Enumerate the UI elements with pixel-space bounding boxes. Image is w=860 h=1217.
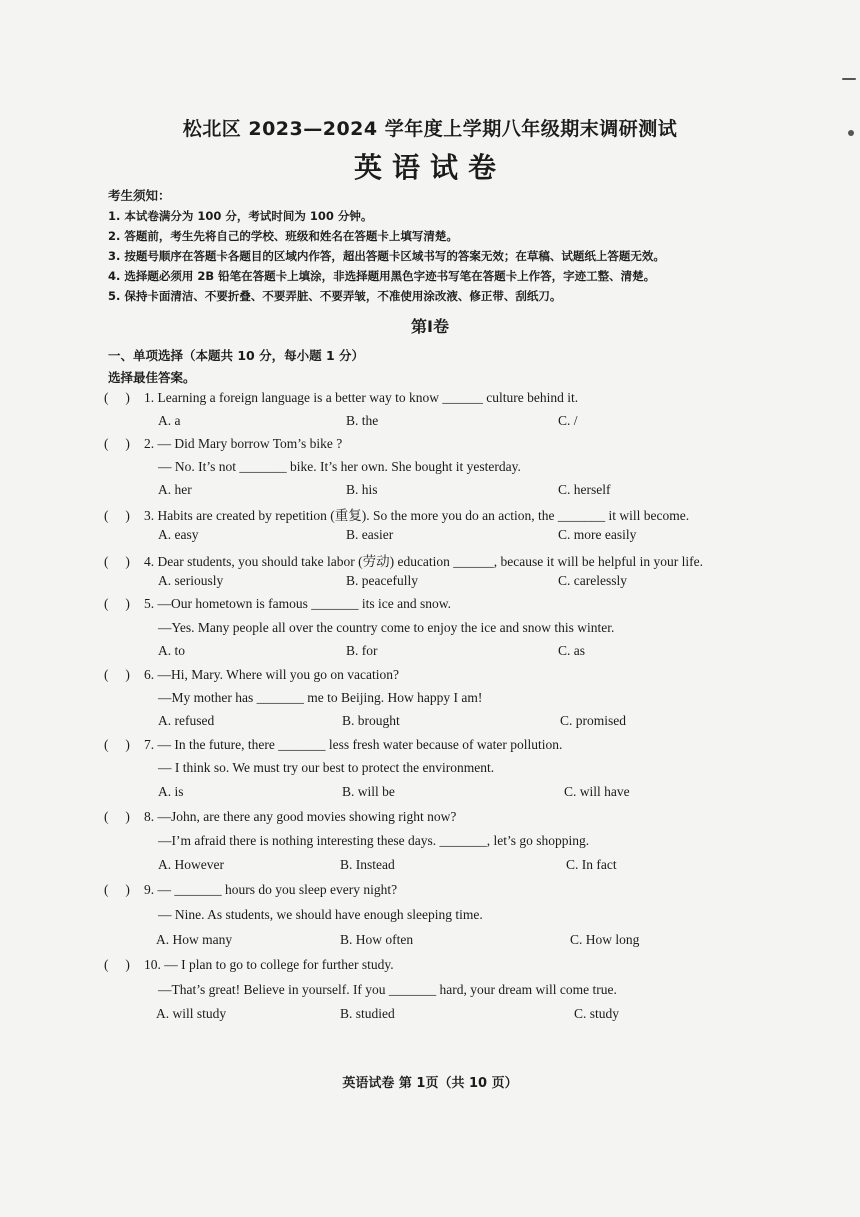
option-a: A. How many [156, 932, 233, 947]
question-stem: ( ) 4. Dear students, you should take labor (劳动) education ______, because it will be helpful in your life. [104, 554, 703, 569]
option-c: C. more easily [558, 527, 637, 542]
option-b: B. easier [346, 527, 394, 542]
question-line: — I think so. We must try our best to protect the environment. [158, 760, 495, 775]
section-instruction: 选择最佳答案。 [108, 370, 196, 385]
option-b: B. peacefully [346, 573, 418, 588]
question-stem: ( ) 10. — I plan to go to college for further study. [104, 957, 394, 972]
option-c: C. study [574, 1006, 620, 1021]
option-c: C. herself [558, 482, 611, 497]
page-footer: 英语试卷 第 1页（共 10 页） [342, 1076, 518, 1091]
option-b: B. the [346, 413, 379, 428]
question-stem: ( ) 3. Habits are created by repetition (重复). So the more you do an action, the _______ it will become. [104, 508, 690, 523]
section-title: 一、单项选择（本题共 10 分，每小题 1 分） [108, 348, 365, 363]
option-a: A. a [158, 413, 181, 428]
question-line: —That’s great! Believe in yourself. If you _______ hard, your dream will come true. [158, 982, 617, 997]
option-b: B. will be [342, 784, 395, 799]
option-a: A. easy [158, 527, 199, 542]
question-stem: ( ) 7. — In the future, there _______ less fresh water because of water pollution. [104, 737, 563, 752]
scan-mark [842, 78, 856, 80]
question-line: — No. It’s not _______ bike. It’s her own. She bought it yesterday. [158, 459, 521, 474]
scan-mark [848, 130, 854, 136]
notice-item: 2. 答题前，考生先将自己的学校、班级和姓名在答题卡上填写清楚。 [108, 229, 458, 243]
question-stem: ( ) 9. — _______ hours do you sleep every night? [104, 882, 398, 897]
option-c: C. promised [560, 713, 626, 728]
exam-title: 松北区 2023—2024 学年度上学期八年级期末调研测试 [182, 118, 678, 140]
question-stem: ( ) 6. —Hi, Mary. Where will you go on vacation? [104, 667, 399, 682]
option-c: C. will have [564, 784, 630, 799]
option-b: B. his [346, 482, 378, 497]
question-line: —I’m afraid there is nothing interesting these days. _______, let’s go shopping. [158, 833, 590, 848]
option-c: C. as [558, 643, 585, 658]
option-c: C. / [558, 413, 578, 428]
question-stem: ( ) 2. — Did Mary borrow Tom’s bike ? [104, 436, 343, 451]
question-stem: ( ) 8. —John, are there any good movies showing right now? [104, 809, 457, 824]
exam-subtitle: 英语试卷 [353, 151, 506, 184]
question-line: —Yes. Many people all over the country come to enjoy the ice and snow this winter. [158, 620, 615, 635]
option-b: B. How often [340, 932, 414, 947]
notice-title: 考生须知： [108, 188, 171, 203]
option-b: B. Instead [340, 857, 395, 872]
option-c: C. How long [570, 932, 640, 947]
notice-item: 4. 选择题必须用 2B 铅笔在答题卡上填涂，非选择题用黑色字迹书写笔在答题卡上作答，字迹工整、清楚。 [108, 269, 656, 283]
option-b: B. studied [340, 1006, 395, 1021]
notice-item: 1. 本试卷满分为 100 分，考试时间为 100 分钟。 [108, 209, 373, 223]
option-a: A. refused [158, 713, 215, 728]
option-c: C. In fact [566, 857, 617, 872]
option-a: A. to [158, 643, 185, 658]
option-b: B. for [346, 643, 378, 658]
question-line: —My mother has _______ me to Beijing. How happy I am! [158, 690, 483, 705]
option-a: A. will study [156, 1006, 227, 1021]
notice-item: 3. 按题号顺序在答题卡各题目的区域内作答，超出答题卡区域书写的答案无效；在草稿、试题纸上答题无效。 [108, 249, 665, 263]
question-stem: ( ) 5. —Our hometown is famous _______ its ice and snow. [104, 596, 451, 611]
option-a: A. is [158, 784, 184, 799]
option-c: C. carelessly [558, 573, 627, 588]
option-a: A. However [158, 857, 224, 872]
notice-item: 5. 保持卡面清洁、不要折叠、不要弄脏、不要弄皱，不准使用涂改液、修正带、刮纸刀。 [108, 289, 562, 303]
option-b: B. brought [342, 713, 400, 728]
part-title: 第Ⅰ卷 [411, 317, 449, 336]
question-line: — Nine. As students, we should have enough sleeping time. [158, 907, 483, 922]
option-a: A. seriously [158, 573, 224, 588]
question-stem: ( ) 1. Learning a foreign language is a better way to know ______ culture behind it. [104, 390, 579, 405]
option-a: A. her [158, 482, 192, 497]
